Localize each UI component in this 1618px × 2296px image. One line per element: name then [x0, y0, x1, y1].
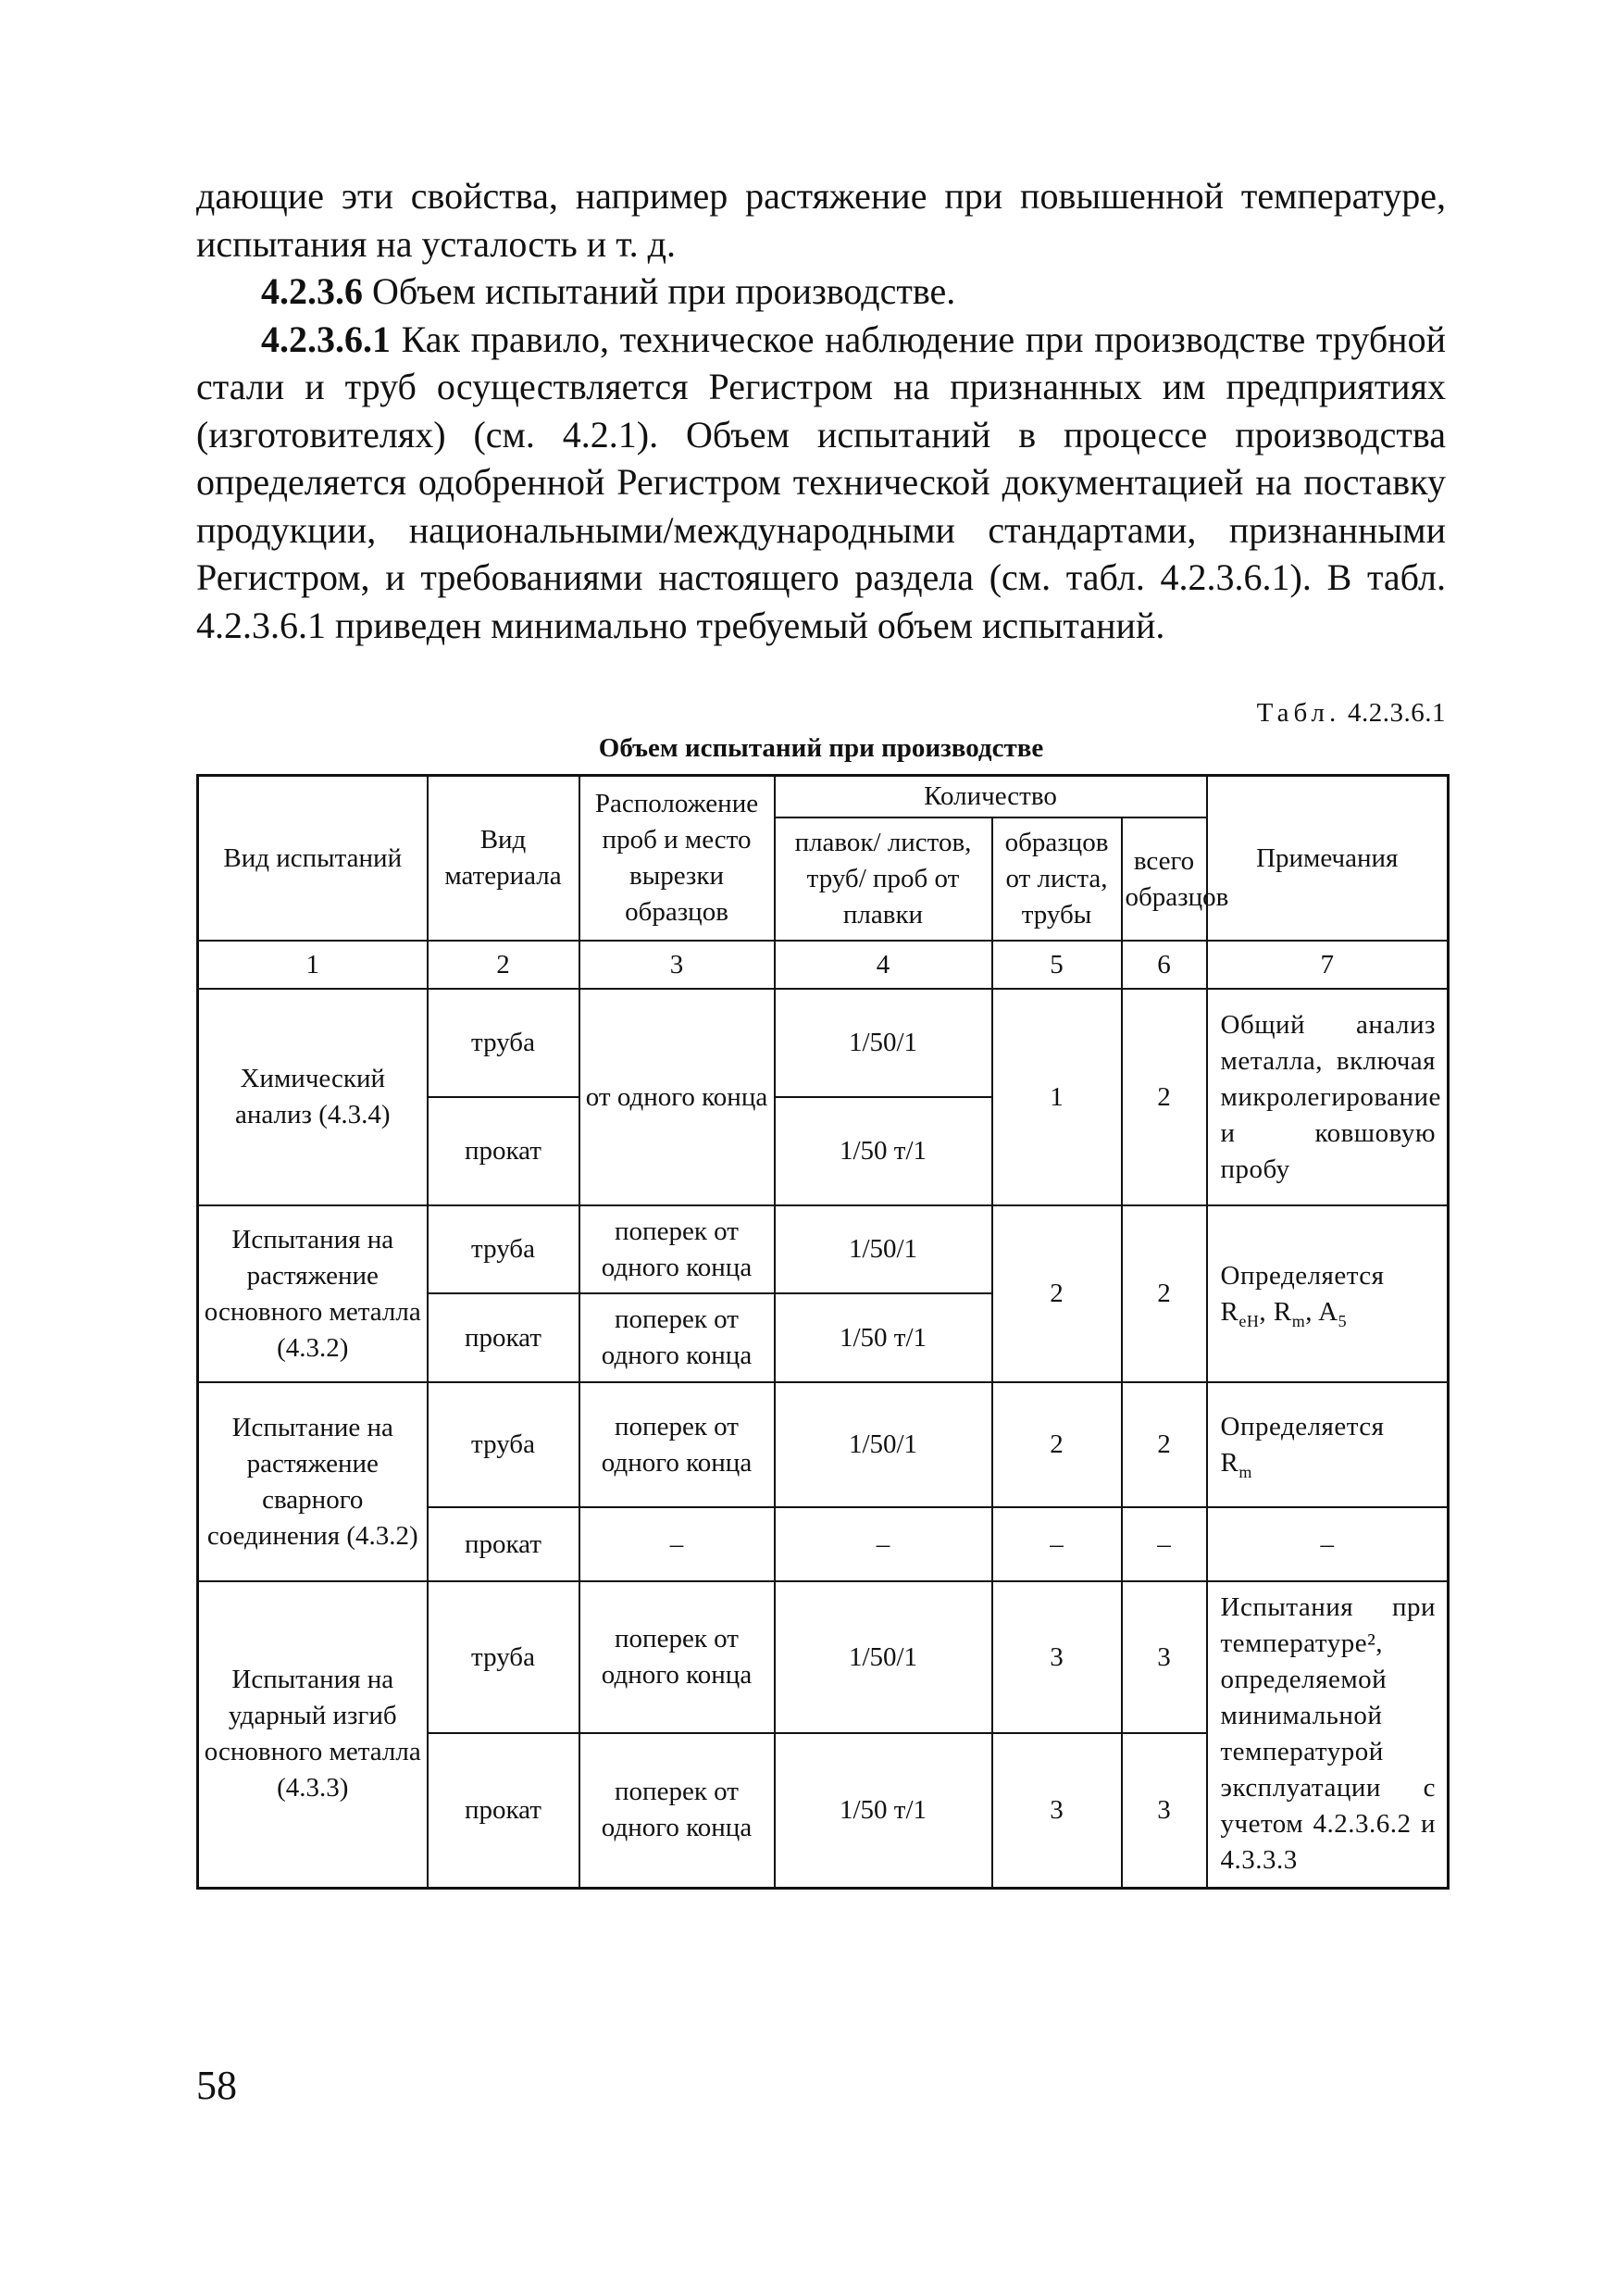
header-location: Расположение проб и место вырезки образцов — [579, 776, 775, 942]
cell-samples: 2 — [992, 1205, 1122, 1382]
cell-test-type: Химический анализ (4.3.4) — [198, 989, 428, 1205]
cell-total: 3 — [1122, 1733, 1207, 1888]
cell-quantity: 1/50 т/1 — [775, 1097, 992, 1205]
header-test-type: Вид испытаний — [198, 776, 428, 942]
cell-quantity: 1/50/1 — [775, 989, 992, 1097]
column-number: 2 — [428, 941, 579, 989]
column-number: 1 — [198, 941, 428, 989]
column-number: 7 — [1207, 941, 1449, 989]
table-title: Объем испытаний при производстве — [598, 733, 1044, 763]
cell-dash: – — [775, 1507, 992, 1581]
cell-material: прокат — [428, 1293, 579, 1382]
header-samples: образцов от листа, трубы — [992, 817, 1122, 941]
table-row-impact — [198, 1581, 1449, 1733]
column-number-row — [198, 941, 1449, 989]
cell-test-type: Испытание на растяжение сварного соединения (4.3.2) — [198, 1382, 428, 1581]
header-row — [198, 776, 1449, 818]
cell-location: поперек от одного конца — [579, 1581, 775, 1733]
cell-samples: 3 — [992, 1733, 1122, 1888]
column-number: 3 — [579, 941, 775, 989]
cell-dash: – — [992, 1507, 1122, 1581]
cell-material: труба — [428, 1581, 579, 1733]
column-number: 6 — [1122, 941, 1207, 989]
cell-dash: – — [1207, 1507, 1449, 1581]
table-label-number: 4.2.3.6.1 — [1348, 698, 1446, 728]
cell-dash: – — [1122, 1507, 1207, 1581]
cell-samples: 3 — [992, 1581, 1122, 1733]
cell-location: от одного конца — [579, 989, 775, 1205]
header-melts: плавок/ листов, труб/ проб от плавки — [775, 817, 992, 941]
cell-note: Определяется $R_{eH}$, $R_m$, $A_5$ — [1207, 1205, 1449, 1382]
note-text: Определяется — [1220, 1260, 1385, 1291]
cell-total: 2 — [1122, 1382, 1207, 1507]
column-number: 5 — [992, 941, 1122, 989]
cell-samples: 2 — [992, 1382, 1122, 1507]
cell-note — [1207, 1382, 1449, 1507]
section-heading-text: Объем испытаний при производстве. — [363, 270, 956, 312]
column-number: 4 — [775, 941, 992, 989]
cell-quantity: 1/50/1 — [775, 1205, 992, 1293]
body-text — [196, 172, 1446, 649]
formula-r-m: $R_m$ — [1220, 1447, 1252, 1481]
section-number: 4.2.3.6 — [261, 270, 363, 312]
page-number: 58 — [196, 2063, 237, 2108]
paragraph-section-4-2-3-6-1 — [196, 316, 1446, 650]
section-number: 4.2.3.6.1 — [261, 318, 391, 360]
formula-a5: $A_5$ — [1318, 1296, 1348, 1330]
formula-r-eh: $R_{eH}$ — [1220, 1296, 1260, 1330]
cell-material: труба — [428, 1205, 579, 1293]
table-row-weld — [198, 1382, 1449, 1507]
cell-material: прокат — [428, 1097, 579, 1205]
table-label — [1257, 696, 1446, 730]
cell-material: труба — [428, 1382, 579, 1507]
cell-total: 3 — [1122, 1581, 1207, 1733]
cell-location: поперек от одного конца — [579, 1293, 775, 1382]
cell-material: труба — [428, 989, 579, 1097]
cell-quantity: 1/50/1 — [775, 1581, 992, 1733]
header-material: Вид материала — [428, 776, 579, 942]
cell-location: поперек от одного конца — [579, 1205, 775, 1293]
cell-location: поперек от одного конца — [579, 1733, 775, 1888]
formula-r-m: $R_m$ — [1273, 1296, 1306, 1330]
cell-total: 2 — [1122, 1205, 1207, 1382]
header-quantity: Количество — [775, 776, 1207, 818]
cell-total: 2 — [1122, 989, 1207, 1205]
table-row-chemical — [198, 989, 1449, 1097]
cell-quantity: 1/50 т/1 — [775, 1293, 992, 1382]
cell-location: поперек от одного конца — [579, 1382, 775, 1507]
header-notes: Примечания — [1207, 776, 1449, 942]
paragraph-text: Как правило, техническое наблюдение при производстве трубной стали и труб осуществляется Регистром на признанных им предприятиях (изготовителях) (см. 4.2.1). Объем испытаний в процессе производства определяется одобренной Регистром технической документацией на поставку продукции, национальными/международными стандартами, признанными Регистром, и требованиями настоящего раздела (см. табл. 4.2.3.6.1). В табл. 4.2.3.6.1 приведен минимально требуемый объем испытаний. — [196, 318, 1446, 646]
paragraph-continuation: дающие эти свойства, например растяжение при повышенной температуре, испытания на усталость и т. д. — [196, 175, 1446, 265]
cell-dash: – — [579, 1507, 775, 1581]
cell-note: Испытания при температуре², определяемой минимальной температурой эксплуатации с учетом 4.2.3.6.2 и 4.3.3.3 — [1207, 1581, 1449, 1888]
cell-samples: 1 — [992, 989, 1122, 1205]
cell-material: прокат — [428, 1507, 579, 1581]
cell-test-type: Испытания на растяжение основного металла (4.3.2) — [198, 1205, 428, 1382]
cell-note: Общий анализ металла, включая микролегирование и ковшовую пробу — [1207, 989, 1449, 1205]
cell-test-type: Испытания на ударный изгиб основного металла (4.3.3) — [198, 1581, 428, 1888]
note-text: Определяется — [1220, 1411, 1385, 1441]
cell-quantity: 1/50 т/1 — [775, 1733, 992, 1888]
table-row-tensile — [198, 1205, 1449, 1293]
cell-quantity: 1/50/1 — [775, 1382, 992, 1507]
paragraph-section-4-2-3-6 — [196, 268, 1446, 316]
cell-material: прокат — [428, 1733, 579, 1888]
tests-table — [196, 774, 1450, 1890]
table-label-prefix: Табл. — [1256, 698, 1341, 728]
header-total: всего образцов — [1122, 817, 1207, 941]
